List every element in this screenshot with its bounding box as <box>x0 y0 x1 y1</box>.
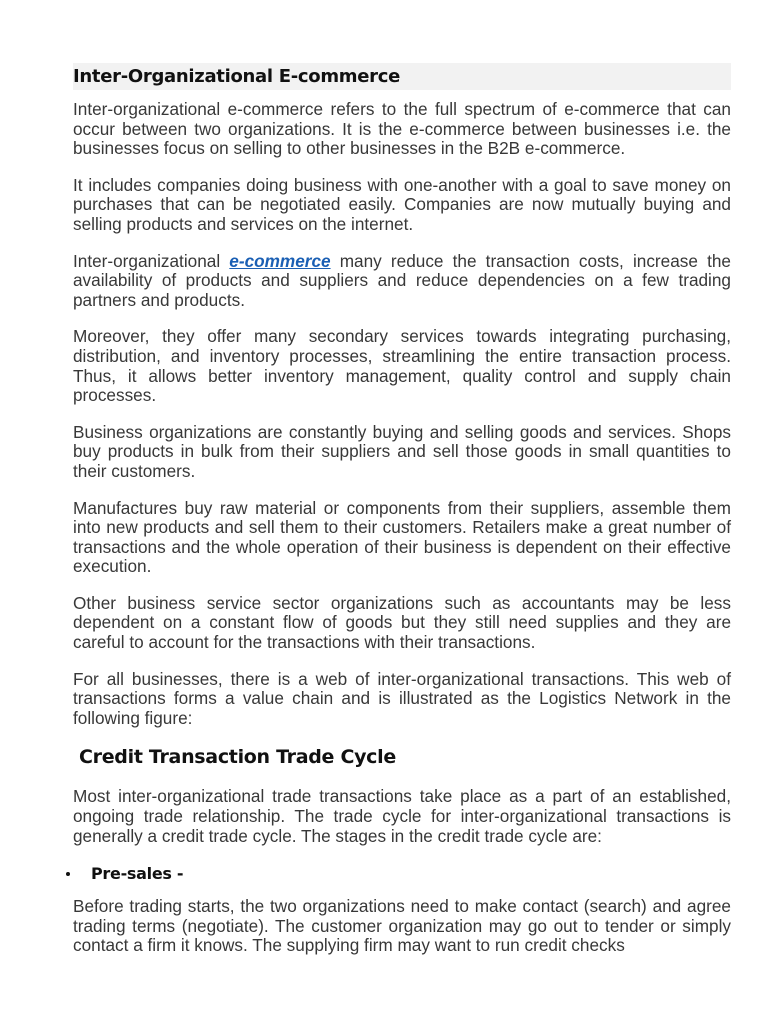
paragraph-service-sector: Other business service sector organizations such as accountants may be less dependent on a constant flow of goods but they still need supplies and they are careful to account for the transactions with their transactions. <box>73 592 731 653</box>
section-heading-credit-cycle: Credit Transaction Trade Cycle <box>79 746 396 769</box>
paragraph-business-organizations: Business organizations are constantly buying and selling goods and services. Shops buy products in bulk from their suppliers and sell those goods in small quantities to their customers. <box>73 421 731 481</box>
paragraph-secondary-services: Moreover, they offer many secondary services towards integrating purchasing, distribution, and inventory processes, streamlining the entire transaction process. Thus, it allows better inventory management, quality control and supply chain processes. <box>73 326 731 406</box>
page-title: Inter-Organizational E-commerce <box>73 63 731 90</box>
paragraph-pre-sales: Before trading starts, the two organizations need to make contact (search) and agree trading terms (negotiate). The customer organization may go out to tender or simply contact a firm it knows. The supplying firm may want to run credit checks <box>73 896 731 956</box>
bullet-dot-icon <box>66 872 70 876</box>
document-body <box>73 63 731 973</box>
paragraph-companies: It includes companies doing business with one-another with a goal to save money on purchases that can be negotiated easily. Companies are now mutually buying and selling products and services on the internet. <box>73 174 731 234</box>
paragraph-definition: Inter-organizational e-commerce refers to the full spectrum of e-commerce that can occur between two organizations. It is the e-commerce between businesses i.e. the businesses focus on selling to other businesses in the B2B e-commerce. <box>73 99 731 159</box>
bullet-pre-sales-label: Pre-sales - <box>91 864 184 884</box>
bullet-pre-sales <box>91 863 731 885</box>
paragraph-benefits-lead: Inter-organizational <box>73 250 230 271</box>
paragraph-benefits <box>73 252 731 311</box>
paragraph-trade-cycle: Most inter-organizational trade transactions take place as a part of an established, ongoing trade relationship. The trade cycle for inter-organizational transactions is generally a credit trade cycle. The stages in the credit trade cycle are: <box>73 786 731 846</box>
paragraph-value-chain: For all businesses, there is a web of inter-organizational transactions. This web of transactions forms a value chain and is illustrated as the Logistics Network in the following figure: <box>73 668 731 728</box>
paragraph-benefits-rest: many reduce the transaction costs, increase the availability of products and suppliers and reduce dependencies on a few trading partners and products. <box>73 250 731 310</box>
paragraph-manufactures: Manufactures buy raw material or components from their suppliers, assemble them into new products and sell them to their customers. Retailers make a great number of transactions and the whole operation of their business is dependent on their effective execution. <box>73 497 731 577</box>
ecommerce-link[interactable]: e-commerce <box>229 250 331 271</box>
